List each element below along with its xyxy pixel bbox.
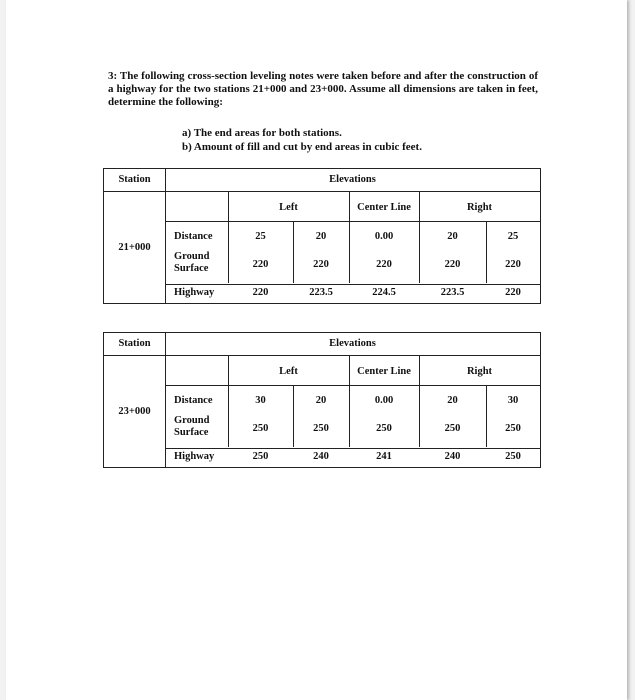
highway-cell: 250 [252, 451, 269, 462]
distance-label: Distance [174, 395, 213, 406]
elevations-header: Elevations [329, 174, 376, 185]
cross-section-table-1 [103, 168, 541, 304]
highway-cell: 224.5 [372, 287, 396, 298]
part-b-text: b) Amount of fill and cut by end areas in cubic feet. [182, 141, 422, 153]
highway-cell: 250 [505, 451, 521, 462]
ground-cell: 250 [252, 423, 269, 434]
highway-label: Highway [174, 287, 215, 298]
ground-surface-label: Ground Surface [174, 251, 210, 274]
highway-cell: 223.5 [309, 287, 333, 298]
highway-cell: 220 [252, 287, 269, 298]
station-header: Station [118, 338, 151, 349]
highway-cell: 240 [313, 451, 329, 462]
highway-cell: 241 [376, 451, 392, 462]
highway-cell: 223.5 [440, 287, 465, 298]
distance-cell: 20 [315, 231, 327, 242]
distance-label: Distance [174, 231, 213, 242]
distance-cell: 30 [507, 395, 519, 406]
cross-section-table-2 [103, 332, 541, 468]
station-value: 21+000 [118, 242, 151, 253]
ground-cell: 220 [505, 259, 521, 270]
distance-cell: 0.00 [374, 395, 394, 406]
ground-cell: 220 [313, 259, 329, 270]
distance-cell: 0.00 [374, 231, 394, 242]
highway-cell: 240 [444, 451, 461, 462]
ground-cell: 220 [252, 259, 269, 270]
center-line-header: Center Line [357, 202, 411, 213]
problem-statement: 3: The following cross-section leveling notes were taken before and after the construction of a highway for the two stations 21+000 and 23+000. Assume all dimensions are taken in feet, determine the following: [108, 70, 538, 108]
distance-cell: 20 [447, 231, 458, 242]
right-header: Right [466, 202, 493, 213]
elevations-header: Elevations [329, 338, 376, 349]
highway-cell: 220 [505, 287, 521, 298]
ground-cell: 220 [444, 259, 461, 270]
ground-cell: 250 [505, 423, 521, 434]
right-header: Right [466, 366, 493, 377]
ground-cell: 250 [444, 423, 461, 434]
highway-label: Highway [174, 451, 215, 462]
ground-cell: 250 [313, 423, 329, 434]
ground-cell: 250 [376, 423, 392, 434]
distance-cell: 25 [507, 231, 519, 242]
left-header: Left [279, 202, 298, 213]
station-header: Station [118, 174, 151, 185]
ground-surface-label: Ground Surface [174, 415, 210, 438]
distance-cell: 25 [255, 231, 266, 242]
distance-cell: 20 [447, 395, 458, 406]
part-a-text: a) The end areas for both stations. [182, 127, 342, 139]
station-value: 23+000 [118, 406, 151, 417]
distance-cell: 20 [315, 395, 327, 406]
center-line-header: Center Line [357, 366, 411, 377]
left-header: Left [279, 366, 298, 377]
ground-cell: 220 [376, 259, 392, 270]
distance-cell: 30 [255, 395, 266, 406]
